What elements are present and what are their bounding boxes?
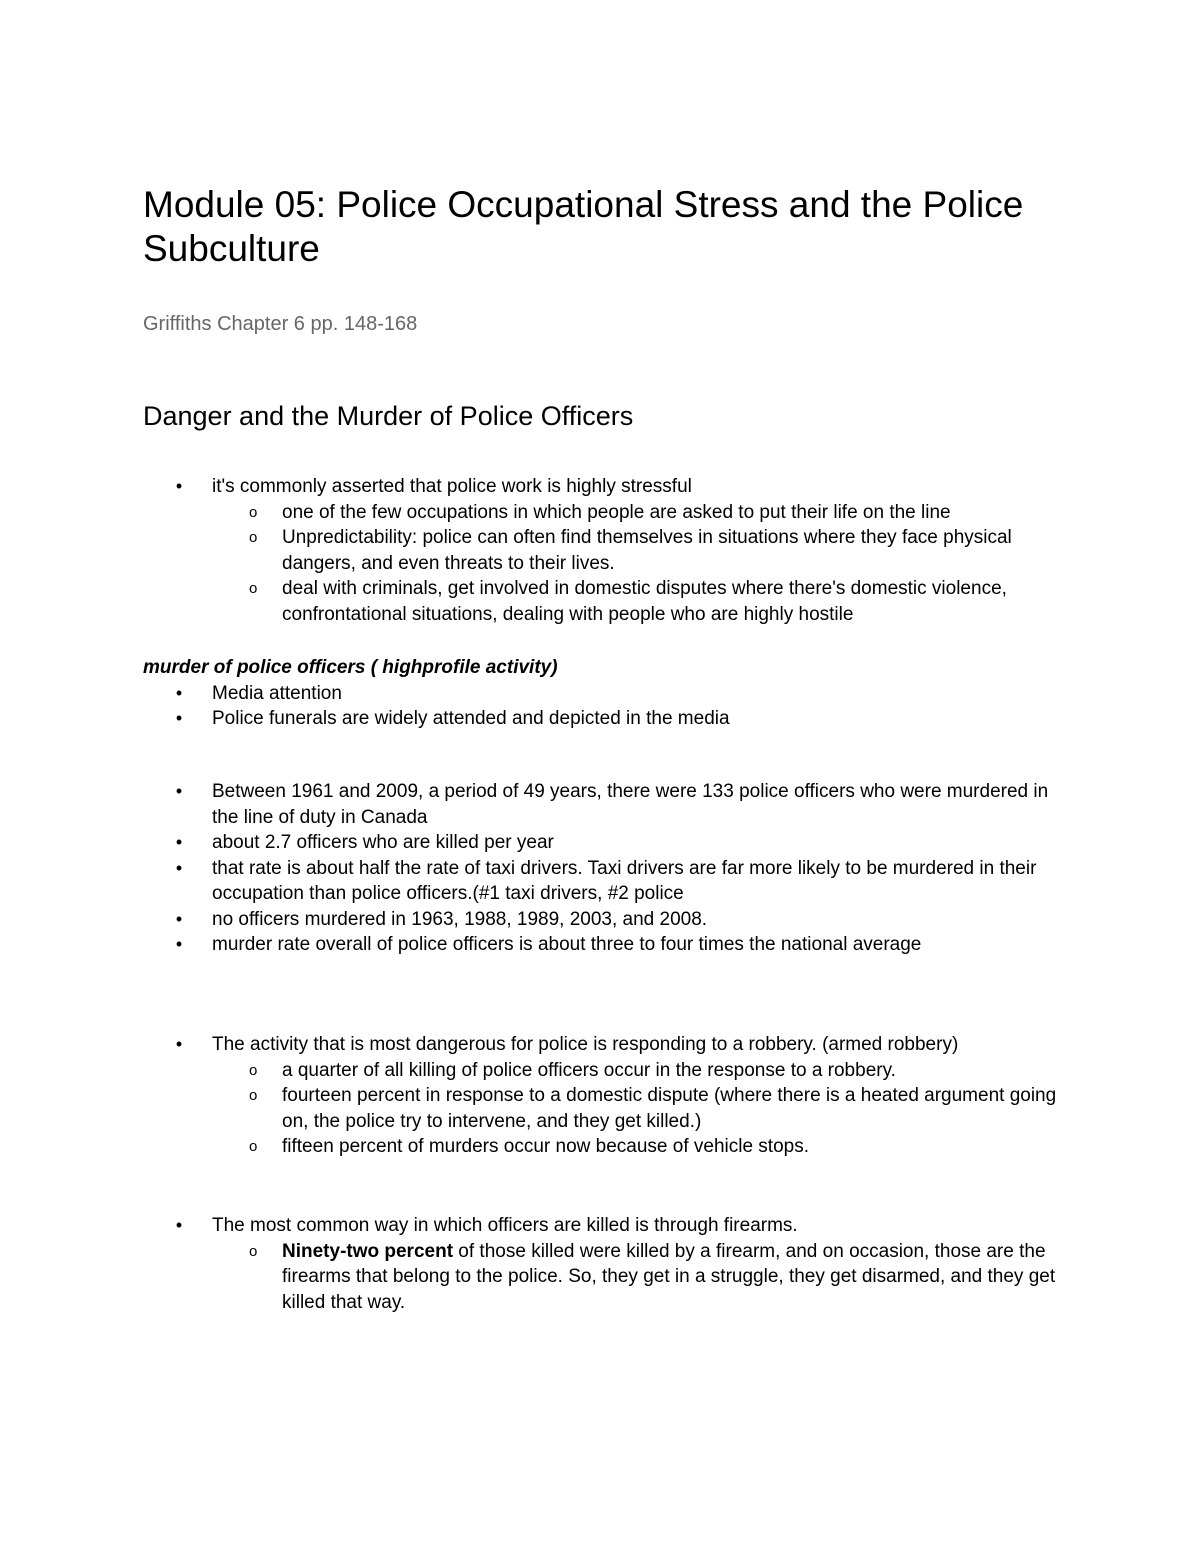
list-item <box>143 932 1063 958</box>
sub-list-item <box>212 1058 1063 1084</box>
bullet-icon: • <box>175 781 183 801</box>
bullet-icon: • <box>175 708 183 728</box>
sub-list-item <box>212 576 1063 627</box>
list-item <box>143 1213 1063 1315</box>
sub-list-item-text: of those killed were killed by a firearm, and on occasion, those are the firearms that belong to the police. So, they get in a struggle, they get disarmed, and they get killed that way. <box>282 1240 1056 1313</box>
page-title: Module 05: Police Occupational Stress and the Police Subculture <box>143 184 1024 269</box>
sub-list-item <box>212 500 1063 526</box>
murder-section <box>143 655 1063 732</box>
bullet-icon: • <box>175 682 183 703</box>
bullet-icon: • <box>175 476 183 496</box>
list-item <box>143 681 1063 707</box>
section-heading: Danger and the Murder of Police Officers <box>143 401 634 431</box>
list-item-text: The most common way in which officers are killed is through firearms. <box>212 1215 798 1236</box>
sub-bullet-icon: o <box>249 1061 258 1079</box>
list-item-text: Media attention <box>212 682 342 704</box>
sub-list-item-text: one of the few occupations in which people are asked to put their life on the line <box>282 501 951 523</box>
sub-list-item <box>212 525 1063 576</box>
bold-statistic: Ninety-two percent <box>282 1240 454 1262</box>
list-item-text: it's commonly asserted that police work is highly stressful <box>212 476 692 497</box>
sub-bullet-icon: o <box>249 529 258 546</box>
list-item <box>143 830 1063 856</box>
list-item-text: Police funerals are widely attended and depicted in the media <box>212 708 730 729</box>
list-item-text: no officers murdered in 1963, 1988, 1989, 2003, and 2008. <box>212 908 708 930</box>
list-item-text: about 2.7 officers who are killed per year <box>212 832 554 853</box>
list-item-text: Between 1961 and 2009, a period of 49 years, there were 133 police officers who were murdered in the line of duty in Canada <box>212 781 1049 828</box>
bullet-icon: • <box>175 832 183 852</box>
list-item <box>143 1032 1063 1160</box>
list-item-text: The activity that is most dangerous for police is responding to a robbery. (armed robbery) <box>212 1034 959 1055</box>
list-item <box>143 856 1063 907</box>
dangerous-activity-list <box>143 1032 1063 1160</box>
bullet-icon: • <box>175 908 183 929</box>
bullet-icon: • <box>175 1215 183 1235</box>
bullet-icon: • <box>175 1034 183 1054</box>
sub-list-item-text: Unpredictability: police can often find themselves in situations where they face physical dangers, and even threats to their lives. <box>282 527 1012 574</box>
bullet-icon: • <box>175 857 183 878</box>
sub-bullet-icon: o <box>249 1242 258 1260</box>
sub-bullet-icon: o <box>249 1138 258 1155</box>
sub-bullet-icon: o <box>249 580 258 597</box>
list-item <box>143 779 1063 830</box>
list-item-text: that rate is about half the rate of taxi drivers. Taxi drivers are far more likely to be murdered in their occupation than police officers.(#1 taxi drivers, #2 police <box>212 857 1037 904</box>
sub-list-item <box>212 1134 1063 1160</box>
firearms-list <box>143 1213 1063 1315</box>
bullet-icon: • <box>175 934 183 954</box>
sub-bullet-icon: o <box>249 503 258 521</box>
chapter-reference: Griffiths Chapter 6 pp. 148-168 <box>143 313 418 335</box>
sub-bullet-icon: o <box>249 1087 258 1104</box>
murder-heading: murder of police officers ( highprofile activity) <box>143 657 558 678</box>
sub-list-item <box>212 1083 1063 1134</box>
sub-list-item-text: a quarter of all killing of police officers occur in the response to a robbery. <box>282 1059 896 1081</box>
sub-list-item-text: fourteen percent in response to a domestic dispute (where there is a heated argument going on, the police try to intervene, and they get killed.) <box>282 1085 1057 1132</box>
sub-list-item-text: fifteen percent of murders occur now because of vehicle stops. <box>282 1136 809 1157</box>
statistics-list <box>143 779 1063 958</box>
list-item-text: murder rate overall of police officers is about three to four times the national average <box>212 934 922 955</box>
list-item <box>143 706 1063 732</box>
sub-list-item <box>212 1239 1063 1316</box>
list-item <box>143 907 1063 933</box>
stress-list <box>143 474 1063 627</box>
sub-list-item-text: deal with criminals, get involved in domestic disputes where there's domestic violence, confrontational situations, dealing with people who are highly hostile <box>282 578 1007 625</box>
list-item <box>143 474 1063 627</box>
